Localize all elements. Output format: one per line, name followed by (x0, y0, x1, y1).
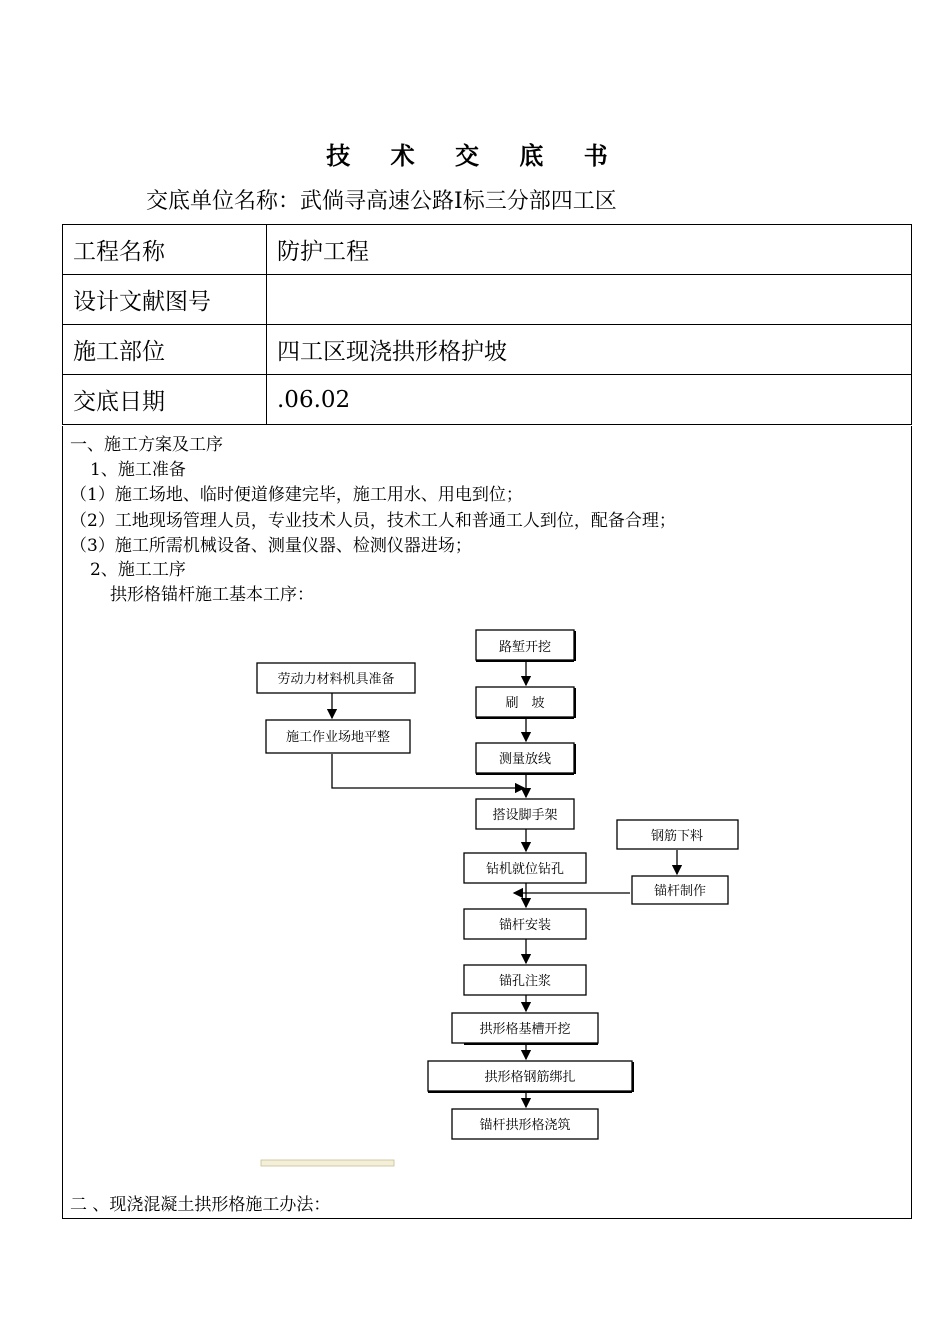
step-rebar-tie: 拱形格钢筋绑扎 (484, 1070, 576, 1085)
project-name-label: 工程名称 (63, 225, 267, 275)
step-site: 施工作业场地平整 (285, 730, 391, 745)
step-drill: 钻机就位钻孔 (485, 862, 565, 877)
step-grout: 锚孔注浆 (498, 974, 552, 989)
process-subheading: 拱形格锚杆施工基本工序： (110, 585, 314, 605)
step-anchor-make: 锚杆制作 (653, 884, 707, 899)
step-excavate: 路堑开挖 (498, 640, 552, 655)
step-scaffold: 搭设脚手架 (492, 808, 558, 823)
step-survey: 测量放线 (498, 752, 552, 767)
section2-heading: 二 、现浇混凝土拱形格施工办法： (70, 1195, 331, 1215)
date-label: 交底日期 (63, 375, 267, 425)
step-anchor-install: 锚杆安装 (498, 918, 552, 933)
process-heading: 2、施工工序 (90, 560, 186, 580)
document-title: 技 术 交 底 书 (326, 141, 624, 170)
location-label: 施工部位 (63, 325, 267, 375)
step-brush: 刷 坡 (505, 696, 545, 711)
location-value: 四工区现浇拱形格护坡 (267, 325, 912, 375)
prep-heading: 1、施工准备 (90, 460, 186, 480)
section1-heading: 一、施工方案及工序 (70, 435, 223, 455)
prep-item-1: （1）施工场地、临时便道修建完毕，施工用水、用电到位； (70, 485, 523, 505)
design-doc-label: 设计文献图号 (63, 275, 267, 325)
prep-item-3: （3）施工所需机械设备、测量仪器、检测仪器进场； (70, 536, 472, 556)
unit-name-line: 交底单位名称：武倘寻高速公路Ⅰ标三分部四工区 (146, 189, 617, 214)
project-name-value: 防护工程 (267, 225, 912, 275)
step-rebar-cut: 钢筋下料 (650, 829, 704, 844)
clipped-note-strip (261, 1160, 394, 1166)
prep-item-2: （2）工地现场管理人员，专业技术人员，技术工人和普通工人到位，配备合理； (70, 511, 676, 531)
step-pour: 锚杆拱形格浇筑 (479, 1118, 571, 1133)
date-value: .06.02 (267, 375, 912, 425)
step-trench: 拱形格基槽开挖 (479, 1022, 571, 1037)
step-labor: 劳动力材料机具准备 (277, 672, 395, 687)
